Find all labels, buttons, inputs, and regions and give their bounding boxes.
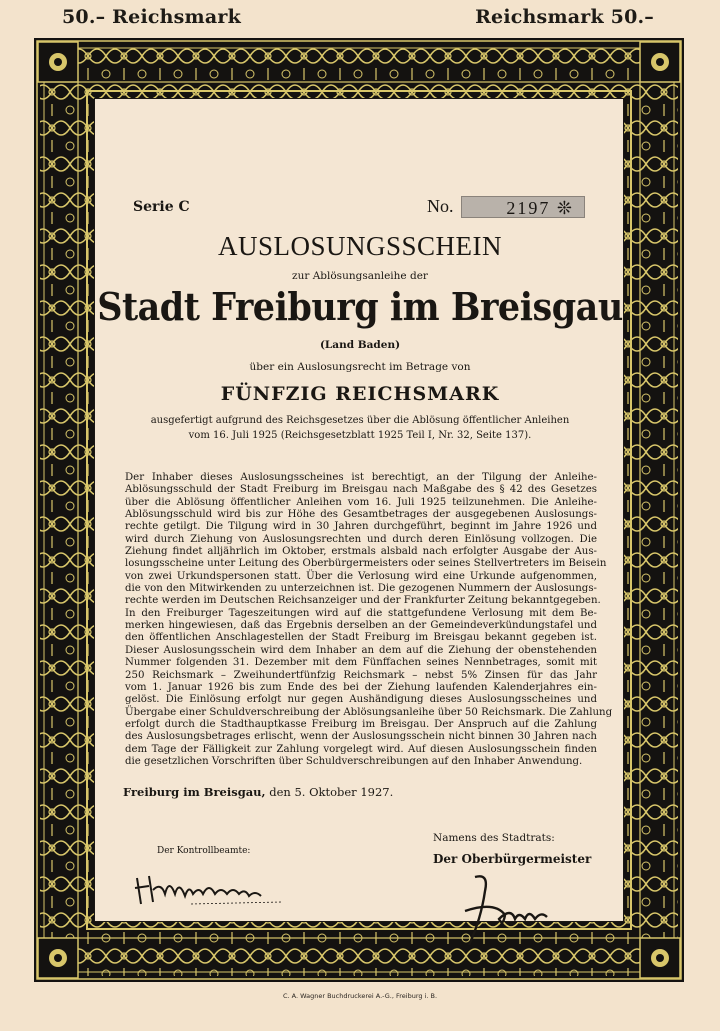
terms-line: vom 1. Januar 1926 bis zum Ende des bei der Ziehung laufenden Kalenderjahres ein- bbox=[125, 681, 597, 693]
printer-imprint: C. A. Wagner Buchdruckerei A.-G., Freiburg i. B. bbox=[282, 992, 438, 1000]
law-reference-line-1: ausgefertigt aufgrund des Reichsgesetzes über die Ablösung öffentlicher Anleihen bbox=[150, 415, 570, 426]
terms-line: rechte getilgt. Die Tilgung wird in 30 Jahren durchgeführt, beginnt im Jahre 1926 und bbox=[125, 521, 597, 533]
terms-line: Dieser Auslosungsschein wird dem Inhaber an dem auf die Ziehung der obenstehenden bbox=[125, 644, 597, 656]
ornamental-border bbox=[34, 38, 684, 982]
terms-line: erfolgt durch die Stadthauptkasse Freiburg im Breisgau. Der Anspruch auf die Zahlung bbox=[125, 718, 597, 730]
series-label: Serie C bbox=[133, 199, 190, 215]
terms-line: dem Tage der Fälligkeit zur Zahlung vorgelegt wird. Auf diesen Auslosungsschein finden bbox=[125, 743, 597, 755]
issue-date bbox=[123, 785, 393, 799]
terms-line: rechte werden im Deutschen Reichsanzeiger und der Frankfurter Zeitung bekanntgegeben. bbox=[125, 595, 601, 607]
terms-line: von zwei Urkundspersonen statt. Über die Verlosung wird eine Urkunde aufgenommen, bbox=[125, 570, 597, 582]
mayor-label: Der Oberbürgermeister bbox=[433, 852, 592, 866]
controller-label: Der Kontrollbeamte: bbox=[157, 846, 251, 856]
subtitle-right: über ein Auslosungsrecht im Betrage von bbox=[249, 361, 471, 373]
terms-line: 250 Reichsmark – Zweihundertfünfzig Reichsmark – nebst 5% Zinsen für das Jahr bbox=[125, 669, 597, 681]
issuer-city: Stadt Freiburg im Breisgau bbox=[97, 284, 623, 331]
terms-line: losungsscheine unter Leitung des Oberbürgermeisters oder seines Stellvertreters im Beisein bbox=[125, 558, 607, 570]
terms-line: Der Inhaber dieses Auslosungsscheines ist berechtigt, an der Tilgung der Anleihe- bbox=[125, 472, 597, 483]
issue-place: Freiburg im Breisgau, bbox=[123, 785, 266, 799]
terms-line: Ablösungsschuld wird bis zur Höhe des Gesamtbetrages der ausgegebenen Auslosungs- bbox=[125, 509, 597, 521]
terms-line: Ziehung findet alljährlich im Oktober, erstmals alsbald nach erfolgter Ausgabe der Aus- bbox=[125, 546, 597, 558]
terms-line: den öffentlichen Anschlagestellen der Stadt Freiburg im Breisgau bekannt gegeben ist. bbox=[125, 632, 597, 644]
document-title: AUSLOSUNGSSCHEIN bbox=[217, 231, 503, 261]
controller-signature bbox=[131, 864, 291, 914]
terms-line: über die Ablösung öffentlicher Anleihen vom 16. Juli 1925 teilzunehmen. Die Anleihe- bbox=[125, 496, 597, 508]
subtitle-bond: zur Ablösungsanleihe der bbox=[292, 270, 428, 282]
council-label: Namens des Stadtrats: bbox=[433, 832, 555, 844]
terms-line: merken hingewiesen, daß das Ergebnis derselben an der Gemeindeverkündungstafel und bbox=[125, 620, 597, 632]
terms-line: Ablösungsschuld der Stadt Freiburg im Breisgau nach Maßgabe des § 42 des Gesetzes bbox=[125, 484, 597, 496]
mayor-signature bbox=[455, 871, 575, 951]
terms-line: gelöst. Die Einlösung erfolgt nur gegen Aushändigung dieses Auslosungsscheines und bbox=[125, 694, 597, 706]
certificate-number: 2197 ❊ bbox=[461, 196, 585, 218]
terms-line: In den Freiburger Tageszeitungen wird auf die stattgefundene Verlosung mit dem Be- bbox=[125, 607, 597, 619]
issue-date-text: den 5. Oktober 1927. bbox=[269, 785, 394, 799]
terms-paragraph bbox=[125, 472, 613, 768]
terms-line: des Auslosungsbetrages erlischt, wenn der Auslosungsschein nicht binnen 30 Jahren nach bbox=[125, 731, 597, 743]
terms-line: die von den Mitwirkenden zu unterzeichnen ist. Die gezogenen Nummern der Auslosungs- bbox=[125, 583, 597, 595]
terms-line: Übergabe einer Schuldverschreibung der Ablösungsanleihe über 50 Reichsmark. Die Zahlung bbox=[125, 706, 613, 718]
terms-line: die gesetzlichen Vorschriften über Schuldverschreibungen auf den Inhaber Anwendung. bbox=[125, 755, 583, 767]
terms-line: Nummer folgenden 31. Dezember mit dem Fünffachen seines Nennbetrages, somit mit bbox=[125, 657, 597, 669]
amount-text: FÜNFZIG REICHSMARK bbox=[220, 383, 500, 405]
number-label: No. bbox=[427, 196, 454, 216]
terms-line: wird durch Ziehung von Auslosungsrechten und durch deren Einlösung vollzogen. Die bbox=[125, 533, 597, 545]
certificate-body bbox=[94, 98, 624, 922]
corner-denomination-right: Reichsmark 50.– bbox=[475, 6, 654, 28]
corner-denomination-left: 50.– Reichsmark bbox=[62, 6, 241, 28]
issuer-region: (Land Baden) bbox=[319, 339, 401, 351]
law-reference-line-2: vom 16. Juli 1925 (Reichsgesetzblatt 1925 Teil I, Nr. 32, Seite 137). bbox=[188, 430, 532, 441]
